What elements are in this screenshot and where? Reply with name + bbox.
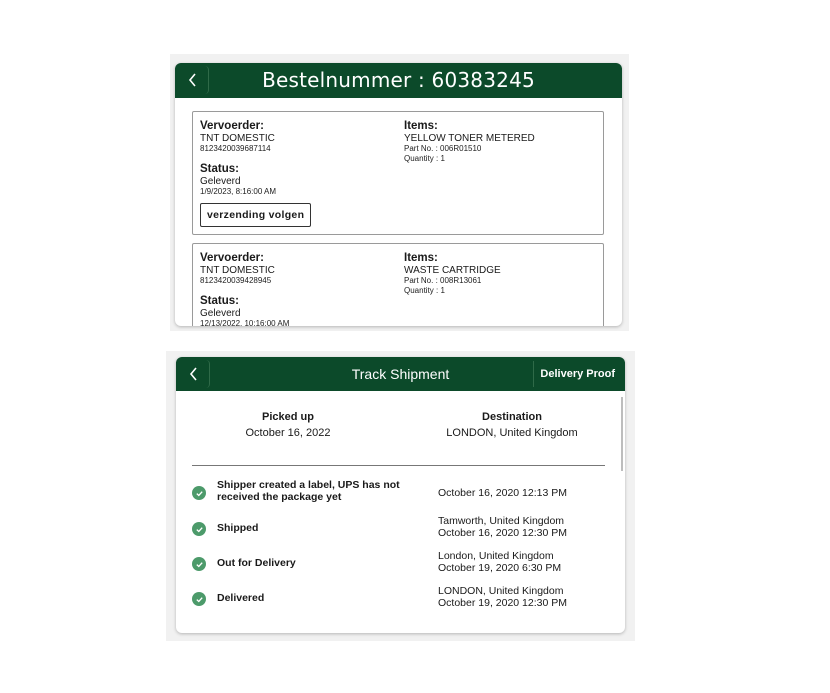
items-column <box>404 120 594 164</box>
event-status: Shipped <box>217 522 259 534</box>
event-status: Out for Delivery <box>217 557 296 569</box>
status-value: Geleverd <box>200 308 241 319</box>
picked-up-date: October 16, 2022 <box>245 427 331 439</box>
track-shipment-card <box>176 357 625 633</box>
tracking-number: 8123420039428945 <box>200 276 272 285</box>
items-label: Items: <box>404 120 438 132</box>
picked-up-label: Picked up <box>262 411 314 423</box>
item-quantity: Quantity : 1 <box>404 154 445 163</box>
tracking-event <box>192 585 612 611</box>
item-quantity: Quantity : 1 <box>404 286 445 295</box>
order-details-panel <box>170 54 629 331</box>
tracking-number: 8123420039687114 <box>200 144 271 153</box>
shipment-block <box>192 243 604 326</box>
check-circle-icon <box>192 486 206 500</box>
destination-value: LONDON, United Kingdom <box>446 427 578 439</box>
event-status: Delivered <box>217 592 265 604</box>
check-circle-icon <box>192 592 206 606</box>
divider <box>192 465 605 466</box>
shipment-block <box>192 111 604 235</box>
tracking-event <box>192 550 612 576</box>
event-time: October 19, 2020 6:30 PM <box>438 562 562 574</box>
carrier-name: TNT DOMESTIC <box>200 265 275 276</box>
status-value: Geleverd <box>200 176 241 187</box>
tracking-title: Track Shipment <box>351 366 450 382</box>
part-number: Part No. : 008R13061 <box>404 276 482 285</box>
tracking-event <box>192 515 612 541</box>
carrier-name: TNT DOMESTIC <box>200 133 275 144</box>
event-location: Tamworth, United Kingdom <box>438 515 565 527</box>
event-time: October 19, 2020 12:30 PM <box>438 597 567 609</box>
part-number: Part No. : 006R01510 <box>404 144 482 153</box>
event-time: October 16, 2020 12:30 PM <box>438 527 567 539</box>
carrier-label: Vervoerder: <box>200 120 264 132</box>
event-location: LONDON, United Kingdom <box>438 585 564 597</box>
scrollbar[interactable] <box>621 397 623 471</box>
destination-label: Destination <box>482 411 542 423</box>
status-label: Status: <box>200 163 239 175</box>
items-column <box>404 252 594 296</box>
tracking-event <box>192 479 612 505</box>
tracking-header <box>176 357 625 391</box>
item-name: YELLOW TONER METERED <box>404 133 535 144</box>
order-header <box>175 63 622 98</box>
item-name: WASTE CARTRIDGE <box>404 265 501 276</box>
status-timestamp: 1/9/2023, 8:16:00 AM <box>200 187 277 196</box>
order-details-card <box>175 63 622 326</box>
track-shipment-panel <box>166 351 635 641</box>
event-time: October 16, 2020 12:13 PM <box>438 487 567 499</box>
delivery-proof-button[interactable]: Delivery Proof <box>533 361 621 387</box>
status-label: Status: <box>200 295 239 307</box>
check-circle-icon <box>192 522 206 536</box>
check-circle-icon <box>192 557 206 571</box>
event-location: London, United Kingdom <box>438 550 554 562</box>
track-shipment-button[interactable]: verzending volgen <box>200 203 311 227</box>
carrier-column <box>200 120 390 197</box>
page-title: Bestelnummer : 60383245 <box>262 68 535 92</box>
status-timestamp: 12/13/2022, 10:16:00 AM <box>200 319 290 326</box>
carrier-column <box>200 252 390 326</box>
items-label: Items: <box>404 252 438 264</box>
event-status: Shipper created a label, UPS has not received the package yet <box>217 479 400 503</box>
carrier-label: Vervoerder: <box>200 252 264 264</box>
